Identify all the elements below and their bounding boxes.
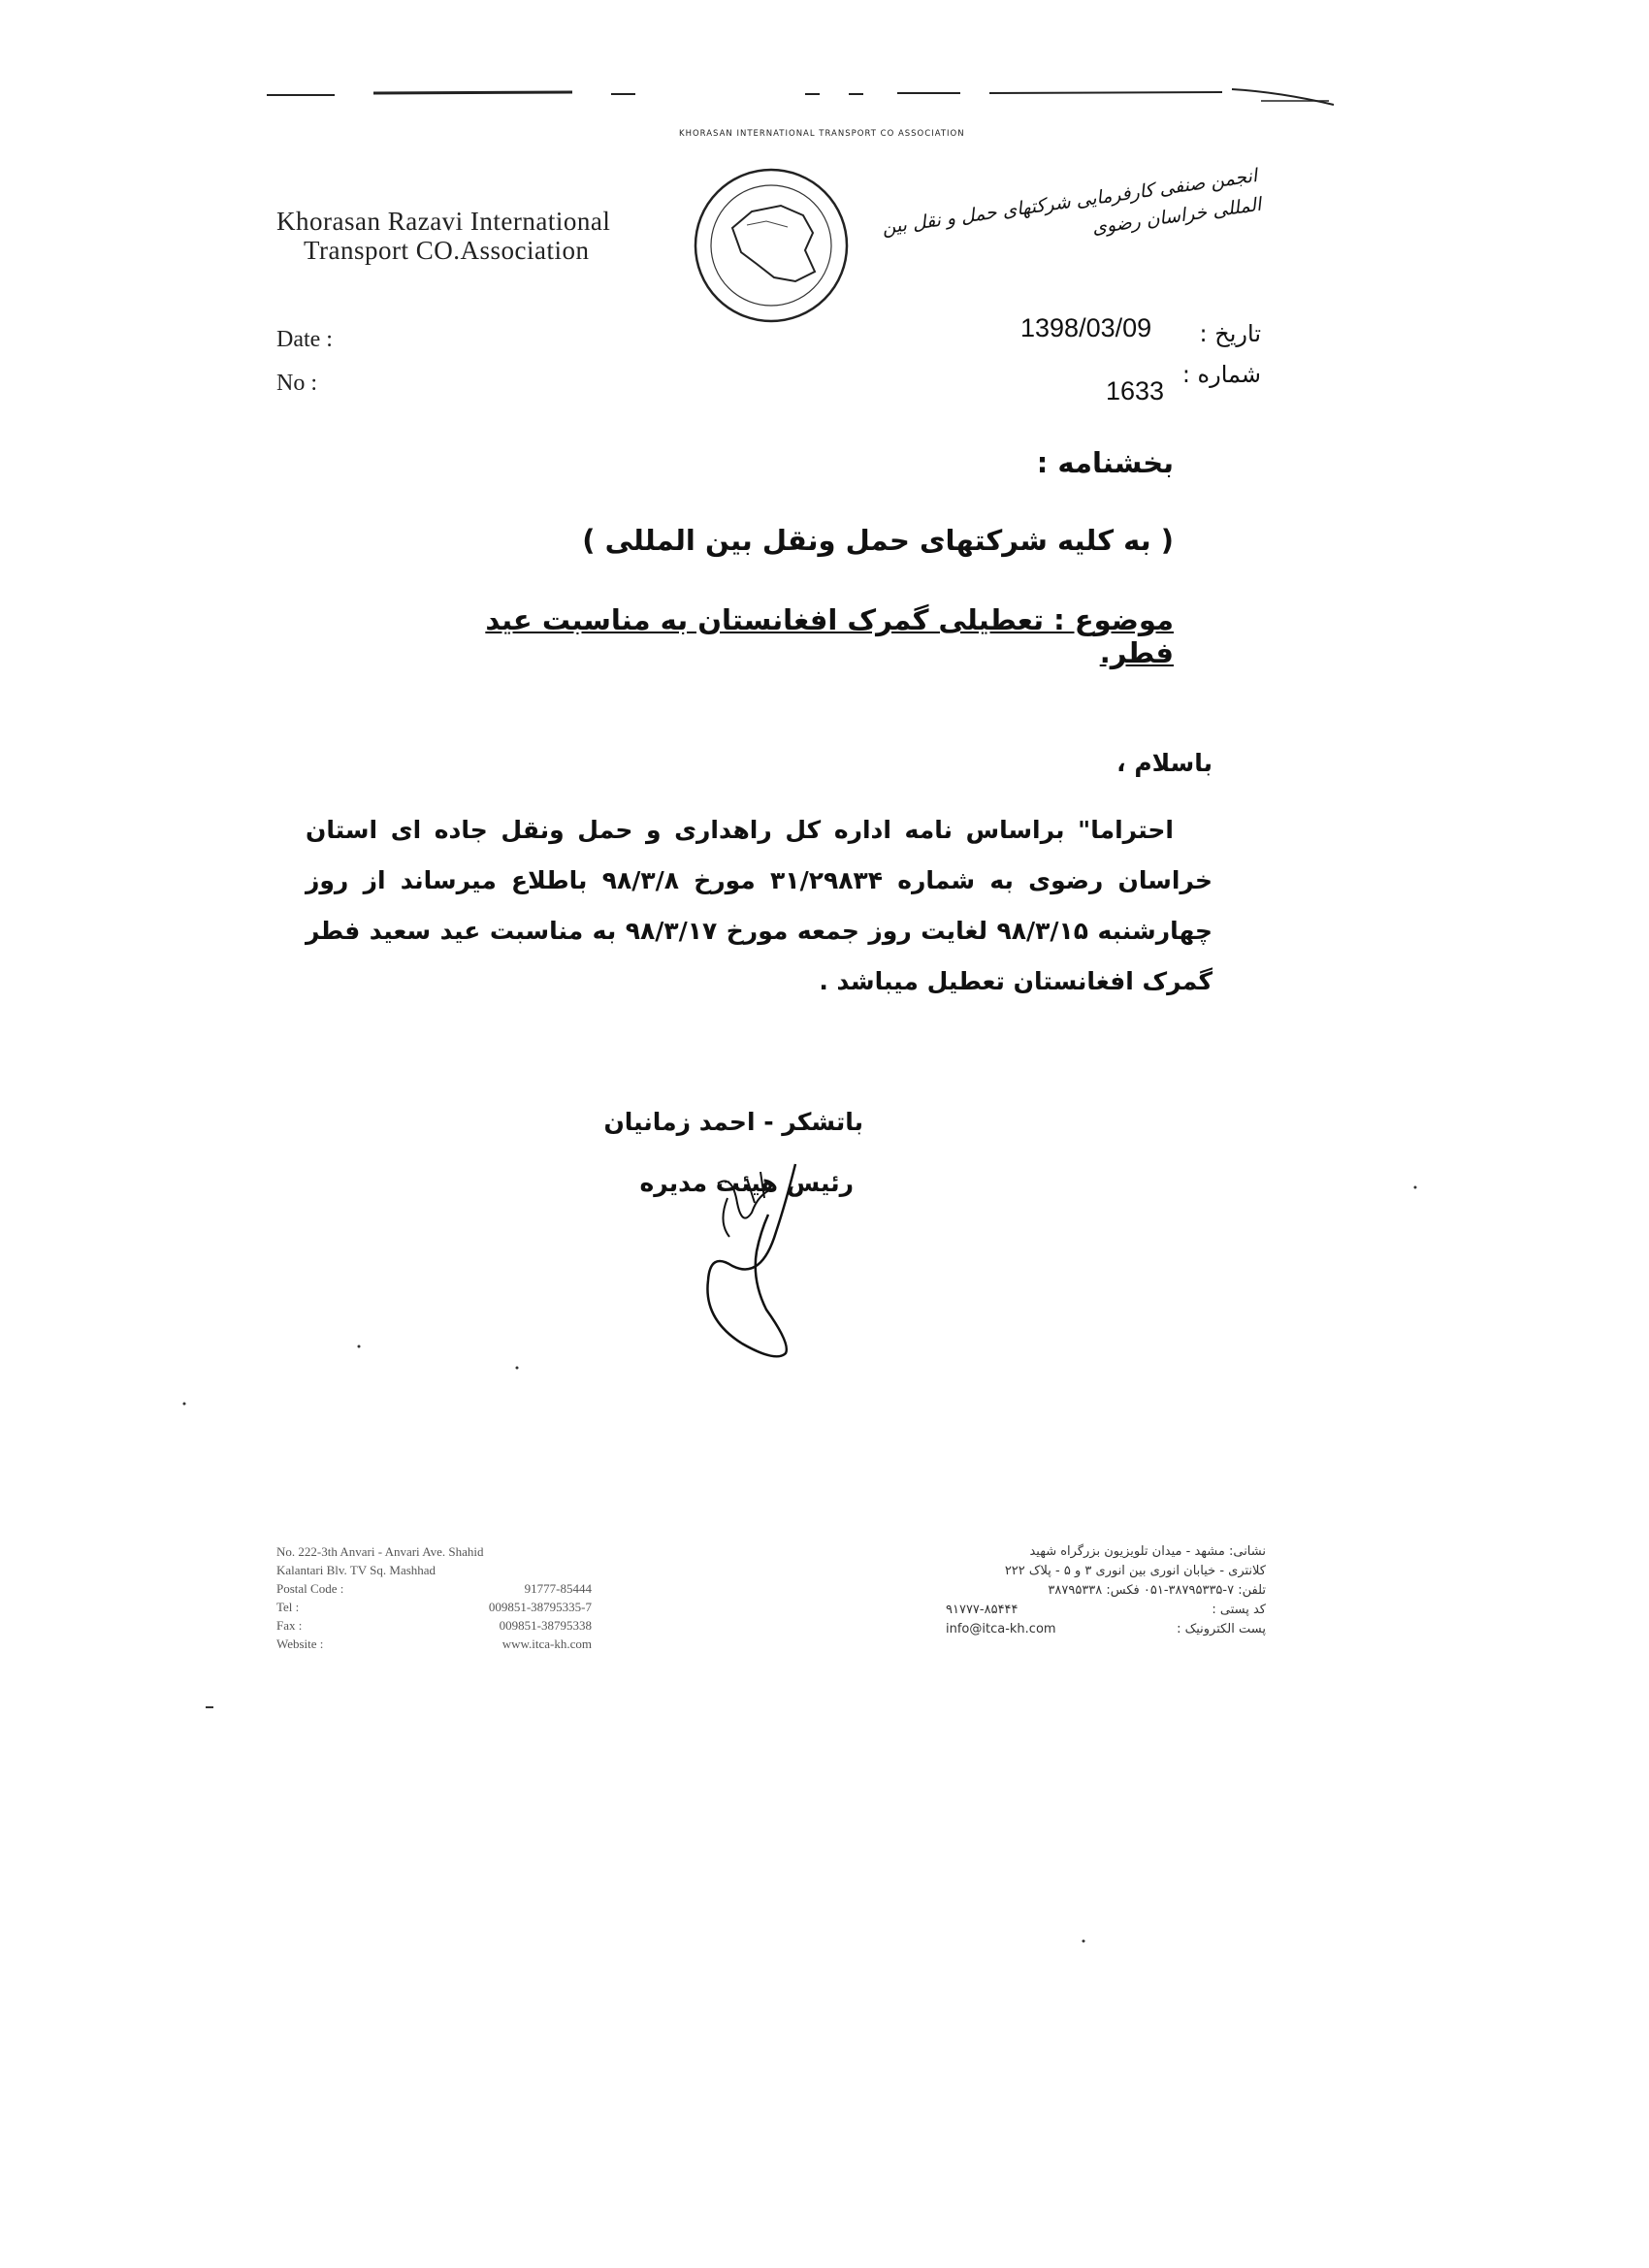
date-label-fa: تاریخ : — [1199, 320, 1261, 347]
footer-fax-label: Fax : — [276, 1618, 303, 1633]
footer-fa-postal-value: ۹۱۷۷۷-۸۵۴۴۴ — [946, 1603, 1018, 1617]
signatory-position: رئیس هیئت مدیره — [639, 1169, 854, 1197]
letter-recipients: ( به کلیه شرکتهای حمل ونقل بین المللی ) — [582, 524, 1174, 557]
letter-type: بخشنامه : — [1036, 446, 1174, 479]
footer-fa-postal-label: کد پستی : — [1212, 1603, 1266, 1617]
footer-fa-line3: تلفن: ۷-۳۸۷۹۵۳۳۵-۰۵۱ فکس: ۳۸۷۹۵۳۳۸ — [1048, 1583, 1266, 1598]
footer-fa-line2: کلانتری - خیابان انوری بین انوری ۳ و ۵ - پلاک ۲۲۲ — [1004, 1564, 1266, 1578]
date-value: 1398/03/09 — [1020, 313, 1152, 342]
letter-subject: موضوع : تعطیلی گمرک افغانستان به مناسبت عید فطر. — [485, 603, 1174, 669]
footer-fax-value: 009851-38795338 — [499, 1618, 592, 1633]
letter-body: احتراما" براساس نامه اداره کل راهداری و حمل ونقل جاده ای استان خراسان رضوی به شماره ۳۱/۲۹۸۳۴ مورخ ۹۸/۳/۸ باطلاع میرساند از روز چهارشنبه ۹۸/۳/۱۵ لغایت روز جمعه مورخ ۹۸/۳/۱۷ به مناسبت عید سعید فطر گمرک افغانستان تعطیل میباشد . — [306, 816, 1212, 995]
number-label-en: No : — [276, 371, 317, 396]
footer-tel-value: 009851-38795335-7 — [488, 1600, 592, 1614]
org-name-english-line1: Khorasan Razavi International — [276, 207, 611, 236]
footer-fa-email-label: پست الکترونیک : — [1177, 1622, 1266, 1636]
number-label-fa: شماره : — [1181, 361, 1261, 388]
footer-postal-value: 91777-85444 — [524, 1581, 592, 1596]
org-name-english-line2: Transport CO.Association — [304, 236, 590, 265]
letter-closing: باتشکر - احمد زمانیان — [603, 1108, 863, 1136]
number-value: 1633 — [1106, 376, 1165, 405]
footer-web-value: www.itca-kh.com — [501, 1636, 592, 1651]
footer-fa-line1: نشانی: مشهد - میدان تلویزیون بزرگراه شهید — [1029, 1544, 1266, 1559]
footer-tel-label: Tel : — [276, 1600, 300, 1614]
date-label-en: Date : — [276, 327, 333, 352]
footer-fa-email-value: info@itca-kh.com — [946, 1622, 1056, 1636]
org-name-persian: انجمن صنفی کارفرمایی شرکتهای حمل و نقل بین المللی خراسان رضوی — [880, 165, 1263, 240]
letter-greeting: باسلام ، — [1116, 749, 1212, 777]
footer-web-label: Website : — [276, 1636, 324, 1651]
footer-postal-label: Postal Code : — [276, 1581, 344, 1596]
footer-address-line2: Kalantari Blv. TV Sq. Mashhad — [276, 1563, 436, 1577]
footer-address-line1: No. 222-3th Anvari - Anvari Ave. Shahid — [276, 1544, 484, 1559]
logo-ring-text: KHORASAN INTERNATIONAL TRANSPORT CO ASSOCIATION — [679, 129, 965, 139]
